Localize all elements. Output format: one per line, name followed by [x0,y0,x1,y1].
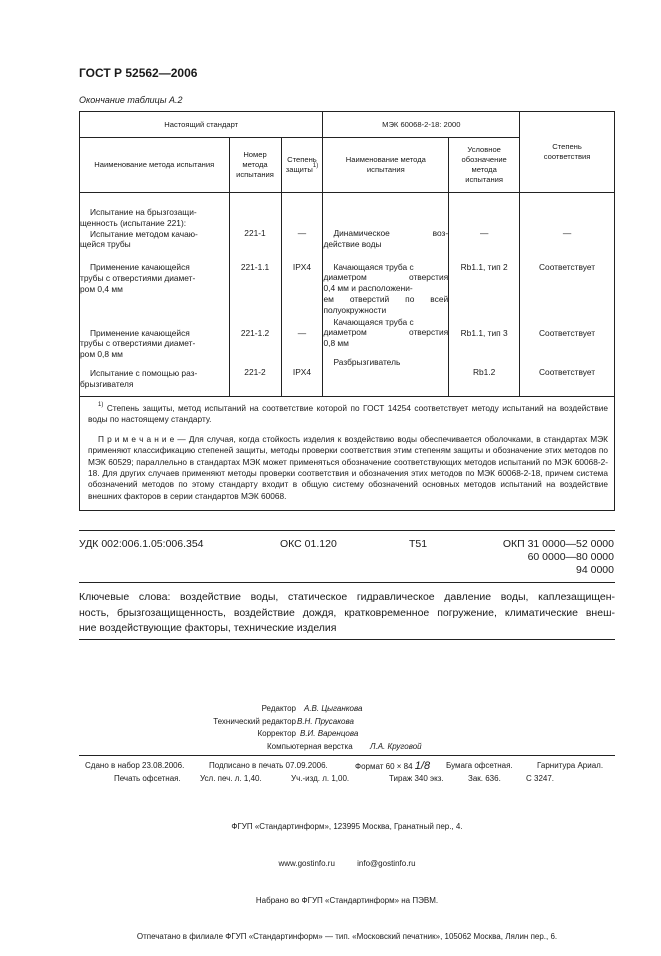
t-code: Т51 [409,538,428,550]
col-header-iec-method-name: Наименование метода испытания [323,138,449,193]
note-text: — Для случая, когда стойкость изделия к воздействию воды обеспечивается оболочками, в стандартах МЭК применяют классификацию степеней защиты, методы проверки соответствия этим степеням защиты и обозначение этих методов по МЭК 60529; параллельно в стандартах МЭК может применяться обозначение соответствующих методов испытаний по МЭК 60068-2-18. Для других случаев применяют методы проверки соответствия и обозначения этих методов по МЭК 60068-2-18, причем система обозначений методов по этому стандарту входит в общую систему обозначений основных методов испытаний на воздействие внешних факторов в серии стандартов МЭК 60068. [88,434,608,501]
credit-name-2: В.Н. Прусакова [297,716,354,726]
imprint-format [355,760,430,773]
row-1-designation: — [479,228,489,238]
imprint-sent: Сдано в набор 23.08.2006. [85,761,185,770]
keywords-line-1: Ключевые слова: воздействие воды, статическое гидравлическое давление воды, каплезащищен- [79,591,615,603]
row-2-iec-name-3: 0,4 мм и расположени- [323,283,413,294]
publisher-info [79,797,615,956]
row-1-name-4: щейся трубы [80,239,131,250]
row-2-iec-name-2: диаметром отверстия [323,272,449,283]
row-3-degree: — [297,327,307,338]
credit-role-4: Компьютерная верстка [267,741,353,751]
row-4-degree: IPX4 [292,367,312,378]
document-title: ГОСТ Р 52562—2006 [79,66,198,80]
table-note [88,434,608,502]
keywords-top-rule [79,582,615,583]
group-header-national: Настоящий стандарт [80,112,323,138]
credit-role-3: Корректор [257,729,296,739]
row-2-iec-name-4: ем отверстий по всей [323,293,449,304]
publisher-line-2: www.gostinfo.ru info@gostinfo.ru [278,859,416,869]
classification-top-rule [79,530,615,531]
method-number-column [229,193,281,397]
col-header-iec-designation: Условное обозначение метода испытания [449,138,520,193]
okp-codes [503,538,614,578]
okp-line-3: 94 0000 [576,564,614,577]
row-1-name-3: Испытание методом качаю- [90,228,198,239]
footnote-ref: 1) [312,163,319,170]
footnote-mark: 1) [98,401,104,408]
okp-line-1: ОКП 31 0000—52 0000 [502,538,614,550]
row-2-designation: Rb1.1, тип 2 [460,261,508,272]
table-caption: Окончание таблицы А.2 [79,95,183,105]
row-2-degree: IPX4 [292,261,312,272]
col-header-conformity-text: Степень соответствия [543,142,591,161]
keywords [79,590,615,637]
row-4-iec-name-1: Разбрызгиватель [333,356,401,367]
row-1-name-2: щенность (испытание 221): [80,217,187,228]
row-2-number: 221-1.1 [240,261,270,272]
col-header-method-number: Номер метода испытания [229,138,281,193]
row-4-number: 221-2 [244,367,266,378]
col-header-protection-degree [281,138,323,193]
credit-name-3: В.И. Варенцова [300,729,359,739]
row-1-iec-name-1: Динамическое воз- [333,228,449,238]
group-header-iec: МЭК 60068-2-18: 2000 [323,112,520,138]
imprint-order: Зак. 636. [468,774,501,783]
publisher-line-1: ФГУП «Стандартинформ», 123995 Москва, Гранатный пер., 4. [231,822,463,832]
col-header-conformity [520,112,615,193]
row-1-iec-name-2: действие воды [323,238,382,249]
conformity-column [520,193,615,397]
okp-line-2: 60 0000—80 0000 [527,551,614,564]
oks-code: ОКС 01.120 [280,538,337,550]
imprint-uch: Уч.-изд. л. 1,00. [291,774,350,783]
imprint-typeface: Гарнитура Ариал. [537,761,604,770]
keywords-line-2: ность, брызгозащищенность, воздействие дождя, кратковременное погружение, климатические внеш- [79,606,615,619]
row-3-number: 221-1.2 [240,327,270,338]
imprint-format-fraction: 1/8 [414,760,431,772]
iec-designation-column [449,193,520,397]
imprint-format-text: Формат 60 × 84 [355,762,413,771]
iec-method-name-column [323,193,449,397]
row-3-name-2: трубы с отверстиями диамет- [80,338,196,349]
table-body-row [80,193,615,397]
imprint-code: С 3247. [526,774,555,783]
imprint-tirazh: Тираж 340 экз. [389,774,444,783]
imprint-paper: Бумага офсетная. [446,761,513,770]
row-4-designation: Rb1.2 [472,367,496,378]
credit-role-2: Технический редактор [213,716,296,726]
publisher-line-4: Отпечатано в филиале ФГУП «Стандартинформ» — тип. «Московский печатник», 105062 Москва, Лялин пер., 6. [136,932,558,942]
standards-table [79,111,615,511]
table-notes [80,396,615,510]
row-2-conformity: Соответствует [539,261,596,272]
publisher-line-3: Набрано во ФГУП «Стандартинформ» на ПЭВМ. [255,895,439,905]
row-3-name-1: Применение качающейся [90,327,190,338]
imprint-top-rule [79,755,615,756]
footnote-text: Степень защиты, метод испытаний на соответствие которой по ГОСТ 14254 соответствует методу испытаний на воздействие воды по настоящему стандарту. [88,402,608,424]
row-4-conformity: Соответствует [539,367,596,378]
row-3-name-3: ром 0,8 мм [80,349,123,360]
row-3-iec-name-3: 0,8 мм [323,338,349,349]
row-4-name-2: брызгивателя [80,378,134,389]
row-3-iec-name-2: диаметром отверстия [323,327,449,338]
keywords-line-3: ние воздействующие факторы, технические изделия [79,622,337,635]
row-3-iec-name-1: Качающаяся труба с [333,316,414,327]
protection-degree-column [281,193,323,397]
keywords-bottom-rule [79,639,615,640]
method-name-column [80,193,230,397]
row-1-degree: — [297,228,307,238]
udk-code: УДК 002:006.1.05:006.354 [79,538,204,550]
row-2-name-3: ром 0,4 мм [80,283,123,294]
imprint-signed: Подписано в печать 07.09.2006. [209,761,328,770]
row-4-name-1: Испытание с помощью раз- [90,367,198,378]
row-2-iec-name-1: Качающаяся труба с [333,261,414,272]
row-1-name-1: Испытание на брызгозащи- [90,207,197,217]
col-header-method-name: Наименование метода испытания [80,138,230,193]
imprint-usl: Усл. печ. л. 1,40. [200,774,262,783]
table-footnote [88,403,608,426]
credit-name-4: Л.А. Круговой [370,741,422,751]
row-1-conformity: — [562,228,572,238]
credit-name-1: А.В. Цыганкова [304,704,363,713]
row-1-number: 221-1 [244,228,266,238]
note-label: П р и м е ч а н и е [98,434,175,445]
imprint-print: Печать офсетная. [114,774,181,783]
row-3-designation: Rb1.1, тип 3 [460,327,508,338]
row-2-name-1: Применение качающейся [90,262,190,273]
credit-role-1: Редактор [261,704,296,713]
row-2-name-2: трубы с отверстиями диамет- [80,272,196,283]
row-2-iec-name-5: полуокружности [323,304,387,315]
col-header-protection-text: Степень защиты [285,155,317,174]
credits [200,703,430,753]
row-3-conformity: Соответствует [539,327,596,338]
